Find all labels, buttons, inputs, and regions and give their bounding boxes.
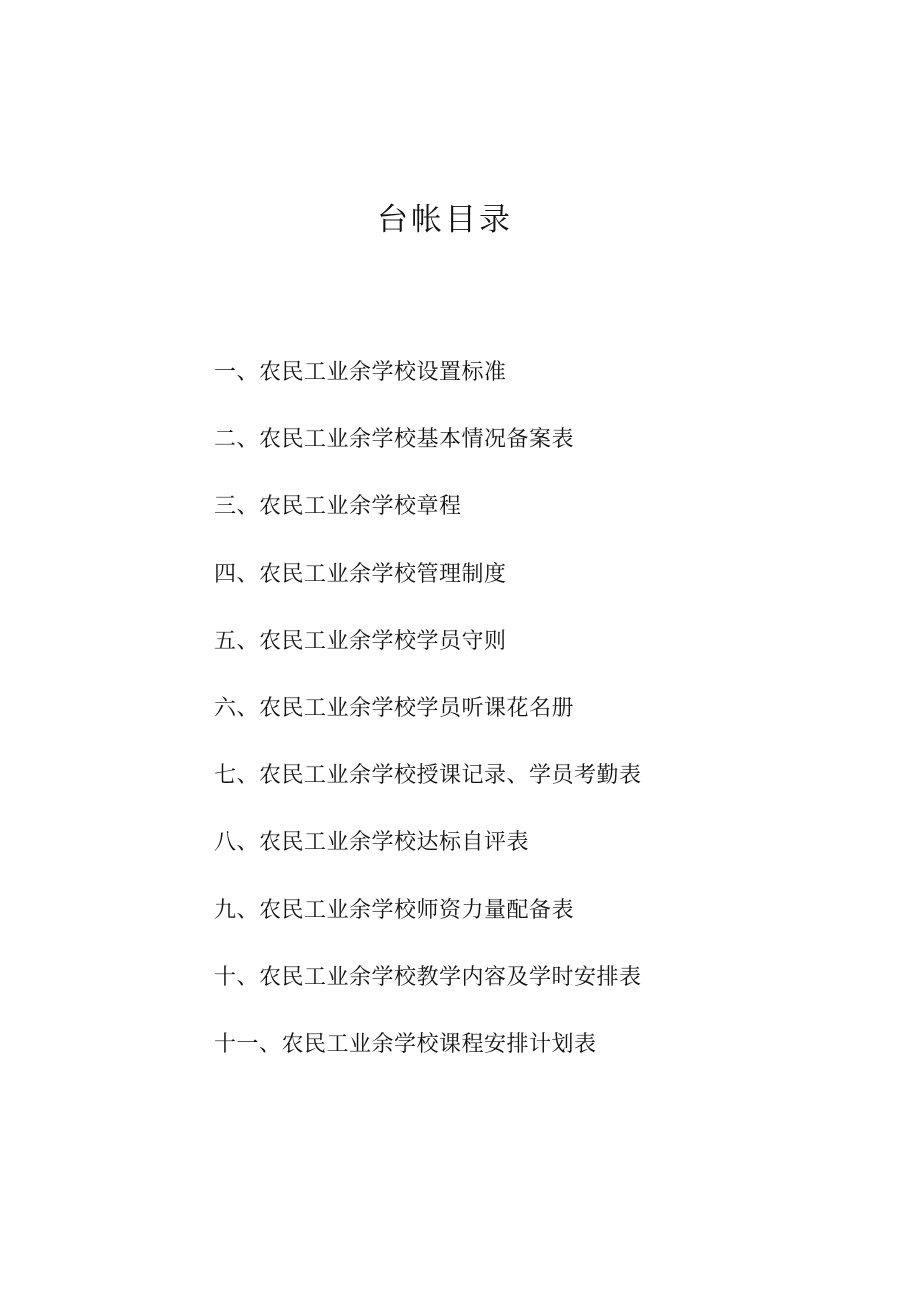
- toc-item-1: 一、农民工业余学校设置标准: [214, 360, 507, 385]
- toc-item-5: 五、农民工业余学校学员守则: [214, 628, 507, 654]
- toc-item-2: 二、农民工业余学校基本情况备案表: [214, 427, 575, 453]
- toc-item-10: 十、农民工业余学校教学内容及学时安排表: [214, 964, 642, 990]
- toc-item-9: 九、农民工业余学校师资力量配备表: [214, 897, 575, 923]
- toc-item-7: 七、农民工业余学校授课记录、学员考勤表: [214, 763, 642, 789]
- toc-item-3: 三、农民工业余学校章程: [214, 494, 462, 520]
- table-of-contents: [214, 355, 642, 1094]
- document-title: 台帐目录: [377, 202, 513, 238]
- toc-item-8: 八、农民工业余学校达标自评表: [214, 830, 530, 856]
- toc-item-4: 四、农民工业余学校管理制度: [214, 561, 507, 587]
- toc-item-11: 十一、农民工业余学校课程安排计划表: [214, 1031, 597, 1057]
- toc-item-6: 六、农民工业余学校学员听课花名册: [214, 695, 575, 721]
